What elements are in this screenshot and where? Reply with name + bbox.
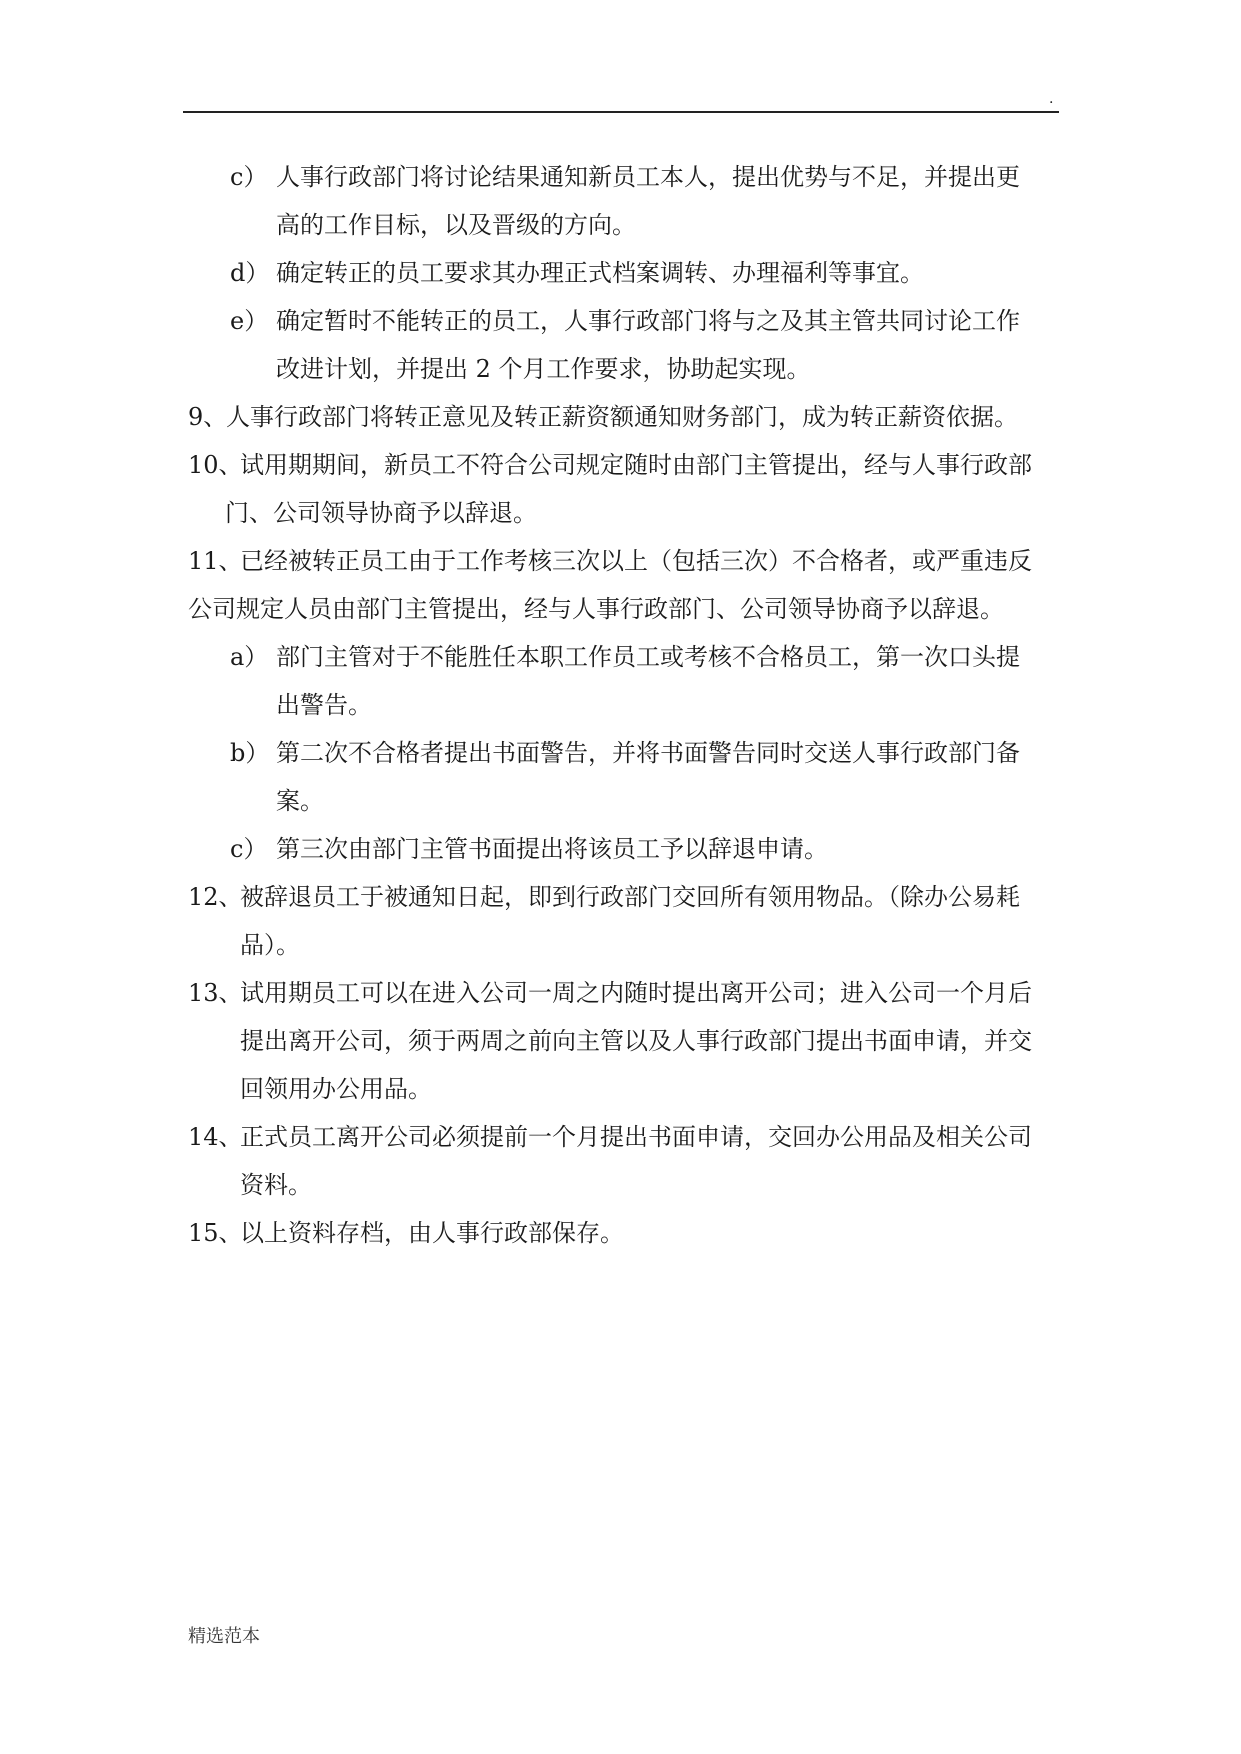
list-item-15 [188,1209,624,1257]
list-item-10 [188,441,1032,489]
list-marker: c） [230,835,268,863]
list-marker: 12、 [188,883,243,911]
list-marker: 9、 [188,403,228,431]
list-item-continuation: 回领用办公用品。 [240,1075,432,1103]
list-item-continuation: 改进计划，并提出 2 个月工作要求，协助起实现。 [276,355,811,383]
list-item-c-2 [230,825,828,873]
list-item-continuation: 案。 [276,787,324,815]
list-item-12 [188,873,1020,921]
list-text: 人事行政部门将转正意见及转正薪资额通知财务部门，成为转正薪资依据。 [226,403,1018,431]
list-item-continuation: 高的工作目标，以及晋级的方向。 [276,211,636,239]
list-item-c-1 [230,153,1020,201]
list-marker: 11、 [188,547,243,575]
list-item-a [230,633,1020,681]
list-item-continuation: 提出离开公司，须于两周之前向主管以及人事行政部门提出书面申请，并交 [240,1027,1032,1055]
list-text: 第三次由部门主管书面提出将该员工予以辞退申请。 [276,835,828,863]
list-marker: e） [230,307,269,335]
list-marker: 14、 [188,1123,243,1151]
list-item-9 [188,393,1018,441]
list-text: 以上资料存档，由人事行政部保存。 [240,1219,624,1247]
list-item-continuation: 公司规定人员由部门主管提出，经与人事行政部门、公司领导协商予以辞退。 [188,595,1004,623]
list-text: 正式员工离开公司必须提前一个月提出书面申请，交回办公用品及相关公司 [240,1123,1032,1151]
list-text: 已经被转正员工由于工作考核三次以上（包括三次）不合格者，或严重违反 [240,547,1032,575]
list-item-d [230,249,924,297]
list-item-14 [188,1113,1032,1161]
list-marker: a） [230,643,269,671]
list-item-continuation: 出警告。 [276,691,372,719]
list-item-continuation: 品）。 [240,931,300,959]
list-text: 试用期员工可以在进入公司一周之内随时提出离开公司；进入公司一个月后 [240,979,1032,1007]
list-item-13 [188,969,1032,1017]
list-text: 被辞退员工于被通知日起，即到行政部门交回所有领用物品。（除办公易耗 [240,883,1020,911]
list-item-e [230,297,1020,345]
header-rule [183,111,1059,113]
list-text: 人事行政部门将讨论结果通知新员工本人，提出优势与不足，并提出更 [276,163,1020,191]
list-item-continuation: 资料。 [240,1171,312,1199]
list-marker: 15、 [188,1219,243,1247]
footer-text: 精选范本 [188,1626,260,1647]
list-text: 确定暂时不能转正的员工，人事行政部门将与之及其主管共同讨论工作 [276,307,1020,335]
list-item-b [230,729,1020,777]
list-marker: d） [230,259,270,287]
list-item-continuation: 门、公司领导协商予以辞退。 [225,499,537,527]
list-text: 确定转正的员工要求其办理正式档案调转、办理福利等事宜。 [276,259,924,287]
header-dot: . [1049,91,1054,107]
list-text: 试用期期间，新员工不符合公司规定随时由部门主管提出，经与人事行政部 [240,451,1032,479]
list-marker: 13、 [188,979,243,1007]
list-marker: b） [230,739,270,767]
list-text: 部门主管对于不能胜任本职工作员工或考核不合格员工，第一次口头提 [276,643,1020,671]
list-item-11 [188,537,1032,585]
list-marker: c） [230,163,268,191]
list-marker: 10、 [188,451,243,479]
list-text: 第二次不合格者提出书面警告，并将书面警告同时交送人事行政部门备 [276,739,1020,767]
